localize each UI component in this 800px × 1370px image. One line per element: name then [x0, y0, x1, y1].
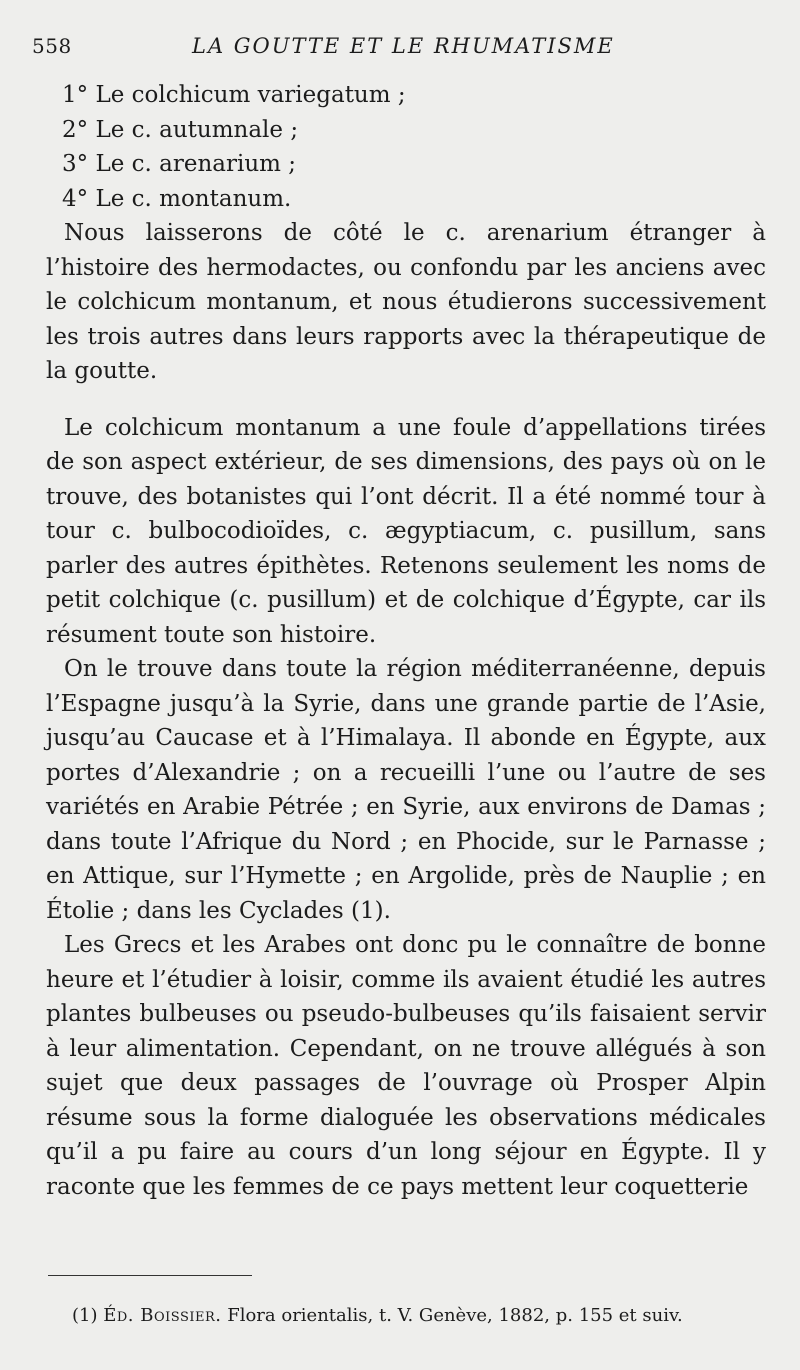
paragraph: On le trouve dans toute la région méditerranéenne, depuis l’Espagne jusqu’à la Syrie, dans une grande partie de l’Asie, jusqu’au Caucase et à l’Himalaya. Il abonde en Égypte, aux portes d’Alexandrie ; on a recueilli l’une ou l’autre de ses variétés en Arabie Pétrée ; en Syrie, aux environs de Damas ; dans toute l’Afrique du Nord ; en Phocide, sur le Parnasse ; en Attique, sur l’Hymette ; en Argolide, près de Nauplie ; en Étolie ; dans les Cyclades (1).: [46, 656, 766, 924]
page-header: [32, 34, 772, 66]
list-item: 4° Le c. montanum.: [62, 185, 292, 212]
paragraph: Nous laisserons de côté le c. arenarium étranger à l’histoire des hermodactes, ou confondu par les anciens avec le colchicum montanum, et nous étudierons successivement les trois autres dans leurs rapports avec la thérapeutique de la goutte.: [46, 220, 766, 384]
footnote-text: Flora orientalis, t. V. Genève, 1882, p. 155 et suiv.: [227, 1305, 683, 1326]
list-item: 2° Le c. autumnale ;: [62, 116, 299, 143]
footnote-divider: [48, 1275, 252, 1276]
paragraph: Les Grecs et les Arabes ont donc pu le connaître de bonne heure et l’étudier à loisir, comme ils avaient étudié les autres plantes bulbeuses ou pseudo-bulbeuses qu’ils faisaient servir à leur alimentation. Cependant, on ne trouve allégués à son sujet que deux passages de l’ouvrage où Prosper Alpin résume sous la forme dialoguée les observations médicales qu’il a pu faire au cours d’un long séjour en Égypte. Il y raconte que les femmes de ce pays mettent leur coquetterie: [46, 932, 766, 1200]
body-text: [46, 78, 766, 1204]
footnote-marker: (1): [72, 1305, 98, 1326]
list-item: 3° Le c. arenarium ;: [62, 151, 297, 177]
paragraph-gap: [46, 389, 766, 411]
list-item: 1° Le colchicum variegatum ;: [62, 82, 406, 108]
page-number: 558: [32, 34, 72, 58]
running-head: LA GOUTTE ET LE RHUMATISME: [192, 34, 615, 58]
footnote-author: Éd. Boissier.: [103, 1305, 222, 1326]
paragraph: Le colchicum montanum a une foule d’appellations tirées de son aspect extérieur, de ses dimensions, des pays où on le trouve, des botanistes qui l’ont décrit. Il a été nommé tour à tour c. bulbocodioïdes, c. ægyptiacum, c. pusillum, sans parler des autres épithètes. Retenons seulement les noms de petit colchique (c. pusillum) et de colchique d’Égypte, car ils résument toute son histoire.: [46, 414, 766, 648]
footnote: [72, 1303, 762, 1329]
